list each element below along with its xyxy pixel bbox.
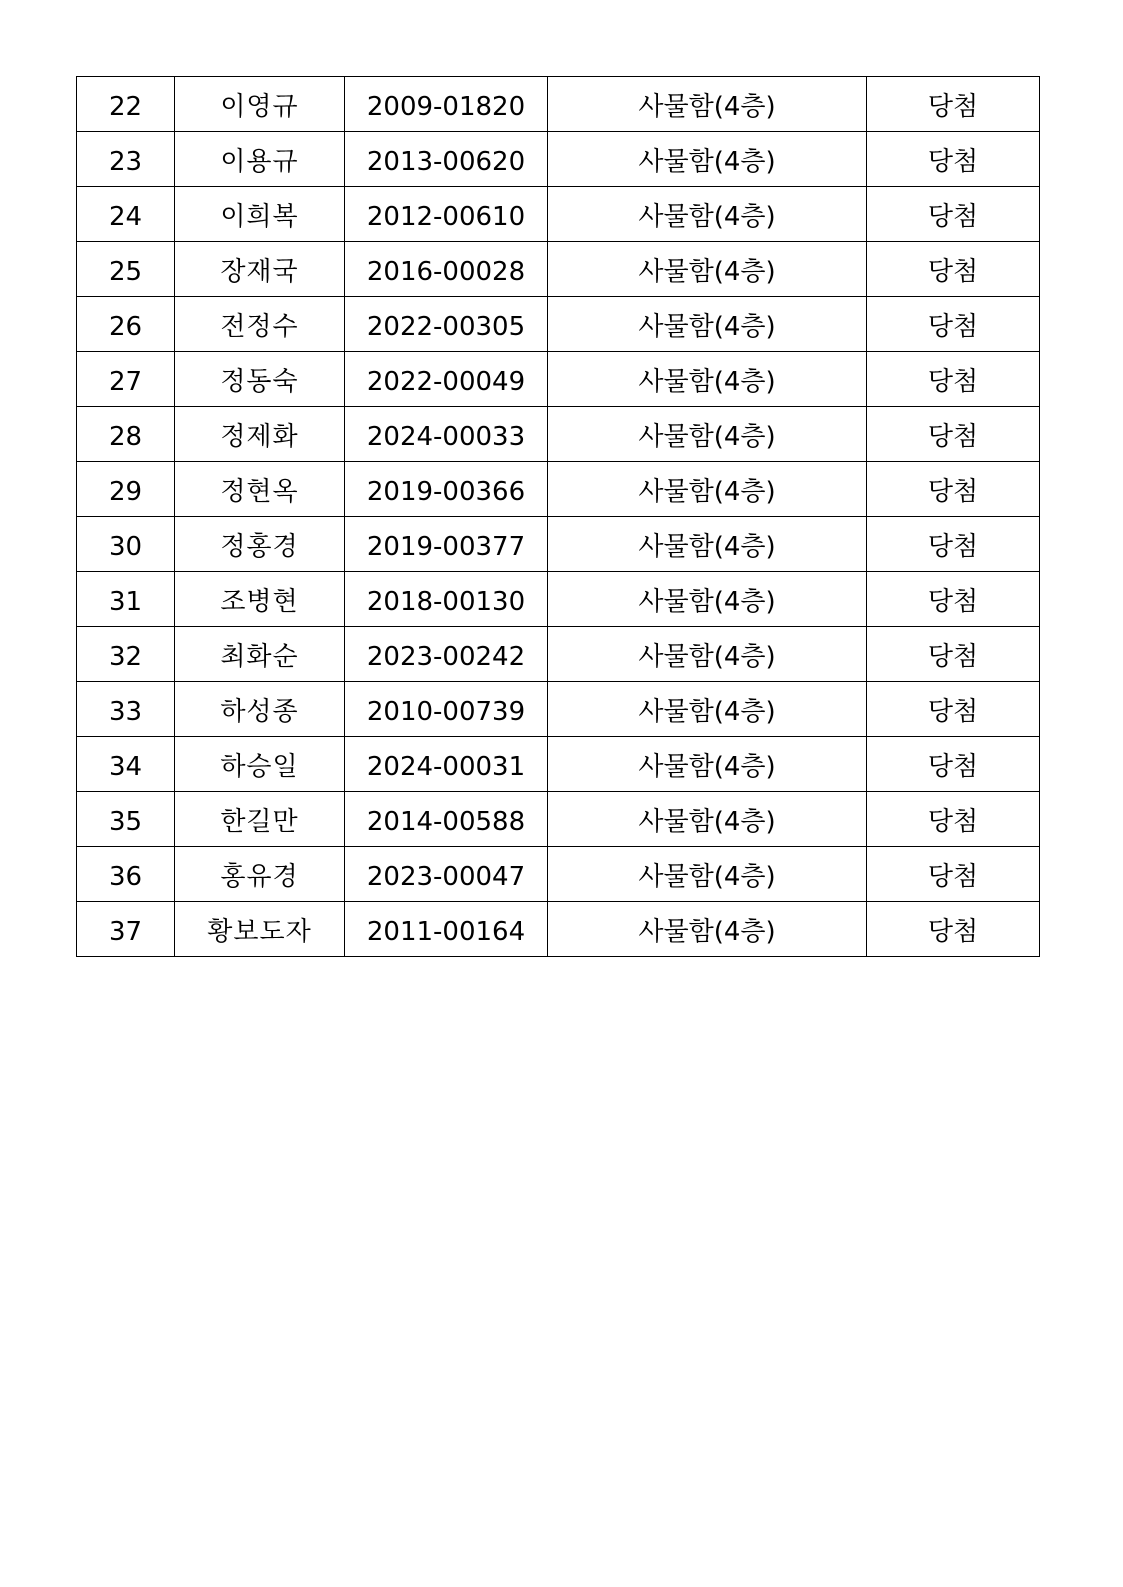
table-row — [77, 297, 1040, 352]
result-cell: 당첨 — [867, 352, 1040, 407]
row-number-cell: 25 — [77, 242, 175, 297]
result-cell: 당첨 — [867, 462, 1040, 517]
row-number-cell: 22 — [77, 77, 175, 132]
name-cell: 홍유경 — [175, 847, 345, 902]
name-cell: 하성종 — [175, 682, 345, 737]
member-id-cell: 2019-00377 — [345, 517, 548, 572]
table-row — [77, 407, 1040, 462]
row-number-cell: 28 — [77, 407, 175, 462]
result-cell: 당첨 — [867, 517, 1040, 572]
row-number-cell: 32 — [77, 627, 175, 682]
name-cell: 정제화 — [175, 407, 345, 462]
result-cell: 당첨 — [867, 242, 1040, 297]
name-cell: 정동숙 — [175, 352, 345, 407]
row-number-cell: 31 — [77, 572, 175, 627]
table-row — [77, 352, 1040, 407]
row-number-cell: 27 — [77, 352, 175, 407]
result-cell: 당첨 — [867, 682, 1040, 737]
result-cell: 당첨 — [867, 297, 1040, 352]
name-cell: 이희복 — [175, 187, 345, 242]
result-cell: 당첨 — [867, 407, 1040, 462]
name-cell: 정홍경 — [175, 517, 345, 572]
item-cell: 사물함(4층) — [548, 847, 867, 902]
row-number-cell: 36 — [77, 847, 175, 902]
item-cell: 사물함(4층) — [548, 737, 867, 792]
row-number-cell: 33 — [77, 682, 175, 737]
name-cell: 장재국 — [175, 242, 345, 297]
result-cell: 당첨 — [867, 627, 1040, 682]
name-cell: 이용규 — [175, 132, 345, 187]
row-number-cell: 35 — [77, 792, 175, 847]
member-id-cell: 2014-00588 — [345, 792, 548, 847]
name-cell: 전정수 — [175, 297, 345, 352]
member-id-cell: 2018-00130 — [345, 572, 548, 627]
result-cell: 당첨 — [867, 572, 1040, 627]
row-number-cell: 34 — [77, 737, 175, 792]
name-cell: 최화순 — [175, 627, 345, 682]
table-row — [77, 132, 1040, 187]
member-id-cell: 2024-00033 — [345, 407, 548, 462]
table-body — [77, 77, 1040, 957]
member-id-cell: 2024-00031 — [345, 737, 548, 792]
result-cell: 당첨 — [867, 132, 1040, 187]
table-row — [77, 517, 1040, 572]
member-id-cell: 2016-00028 — [345, 242, 548, 297]
member-id-cell: 2009-01820 — [345, 77, 548, 132]
item-cell: 사물함(4층) — [548, 77, 867, 132]
table-row — [77, 462, 1040, 517]
item-cell: 사물함(4층) — [548, 352, 867, 407]
table-row — [77, 902, 1040, 957]
item-cell: 사물함(4층) — [548, 902, 867, 957]
result-cell: 당첨 — [867, 792, 1040, 847]
table-row — [77, 847, 1040, 902]
member-id-cell: 2022-00049 — [345, 352, 548, 407]
item-cell: 사물함(4층) — [548, 682, 867, 737]
item-cell: 사물함(4층) — [548, 242, 867, 297]
result-cell: 당첨 — [867, 847, 1040, 902]
table-row — [77, 77, 1040, 132]
table-row — [77, 572, 1040, 627]
result-cell: 당첨 — [867, 187, 1040, 242]
member-id-cell: 2019-00366 — [345, 462, 548, 517]
lottery-result-table — [76, 76, 1040, 957]
member-id-cell: 2023-00047 — [345, 847, 548, 902]
member-id-cell: 2013-00620 — [345, 132, 548, 187]
item-cell: 사물함(4층) — [548, 462, 867, 517]
member-id-cell: 2022-00305 — [345, 297, 548, 352]
item-cell: 사물함(4층) — [548, 407, 867, 462]
row-number-cell: 23 — [77, 132, 175, 187]
result-cell: 당첨 — [867, 902, 1040, 957]
result-cell: 당첨 — [867, 77, 1040, 132]
member-id-cell: 2023-00242 — [345, 627, 548, 682]
name-cell: 조병현 — [175, 572, 345, 627]
row-number-cell: 37 — [77, 902, 175, 957]
table-row — [77, 187, 1040, 242]
item-cell: 사물함(4층) — [548, 297, 867, 352]
item-cell: 사물함(4층) — [548, 572, 867, 627]
name-cell: 한길만 — [175, 792, 345, 847]
table-row — [77, 242, 1040, 297]
table-row — [77, 627, 1040, 682]
result-cell: 당첨 — [867, 737, 1040, 792]
row-number-cell: 26 — [77, 297, 175, 352]
name-cell: 하승일 — [175, 737, 345, 792]
member-id-cell: 2011-00164 — [345, 902, 548, 957]
item-cell: 사물함(4층) — [548, 792, 867, 847]
item-cell: 사물함(4층) — [548, 132, 867, 187]
name-cell: 황보도자 — [175, 902, 345, 957]
item-cell: 사물함(4층) — [548, 627, 867, 682]
item-cell: 사물함(4층) — [548, 517, 867, 572]
row-number-cell: 29 — [77, 462, 175, 517]
row-number-cell: 24 — [77, 187, 175, 242]
member-id-cell: 2010-00739 — [345, 682, 548, 737]
table-row — [77, 682, 1040, 737]
item-cell: 사물함(4층) — [548, 187, 867, 242]
row-number-cell: 30 — [77, 517, 175, 572]
name-cell: 정현옥 — [175, 462, 345, 517]
member-id-cell: 2012-00610 — [345, 187, 548, 242]
table-row — [77, 737, 1040, 792]
table-row — [77, 792, 1040, 847]
name-cell: 이영규 — [175, 77, 345, 132]
